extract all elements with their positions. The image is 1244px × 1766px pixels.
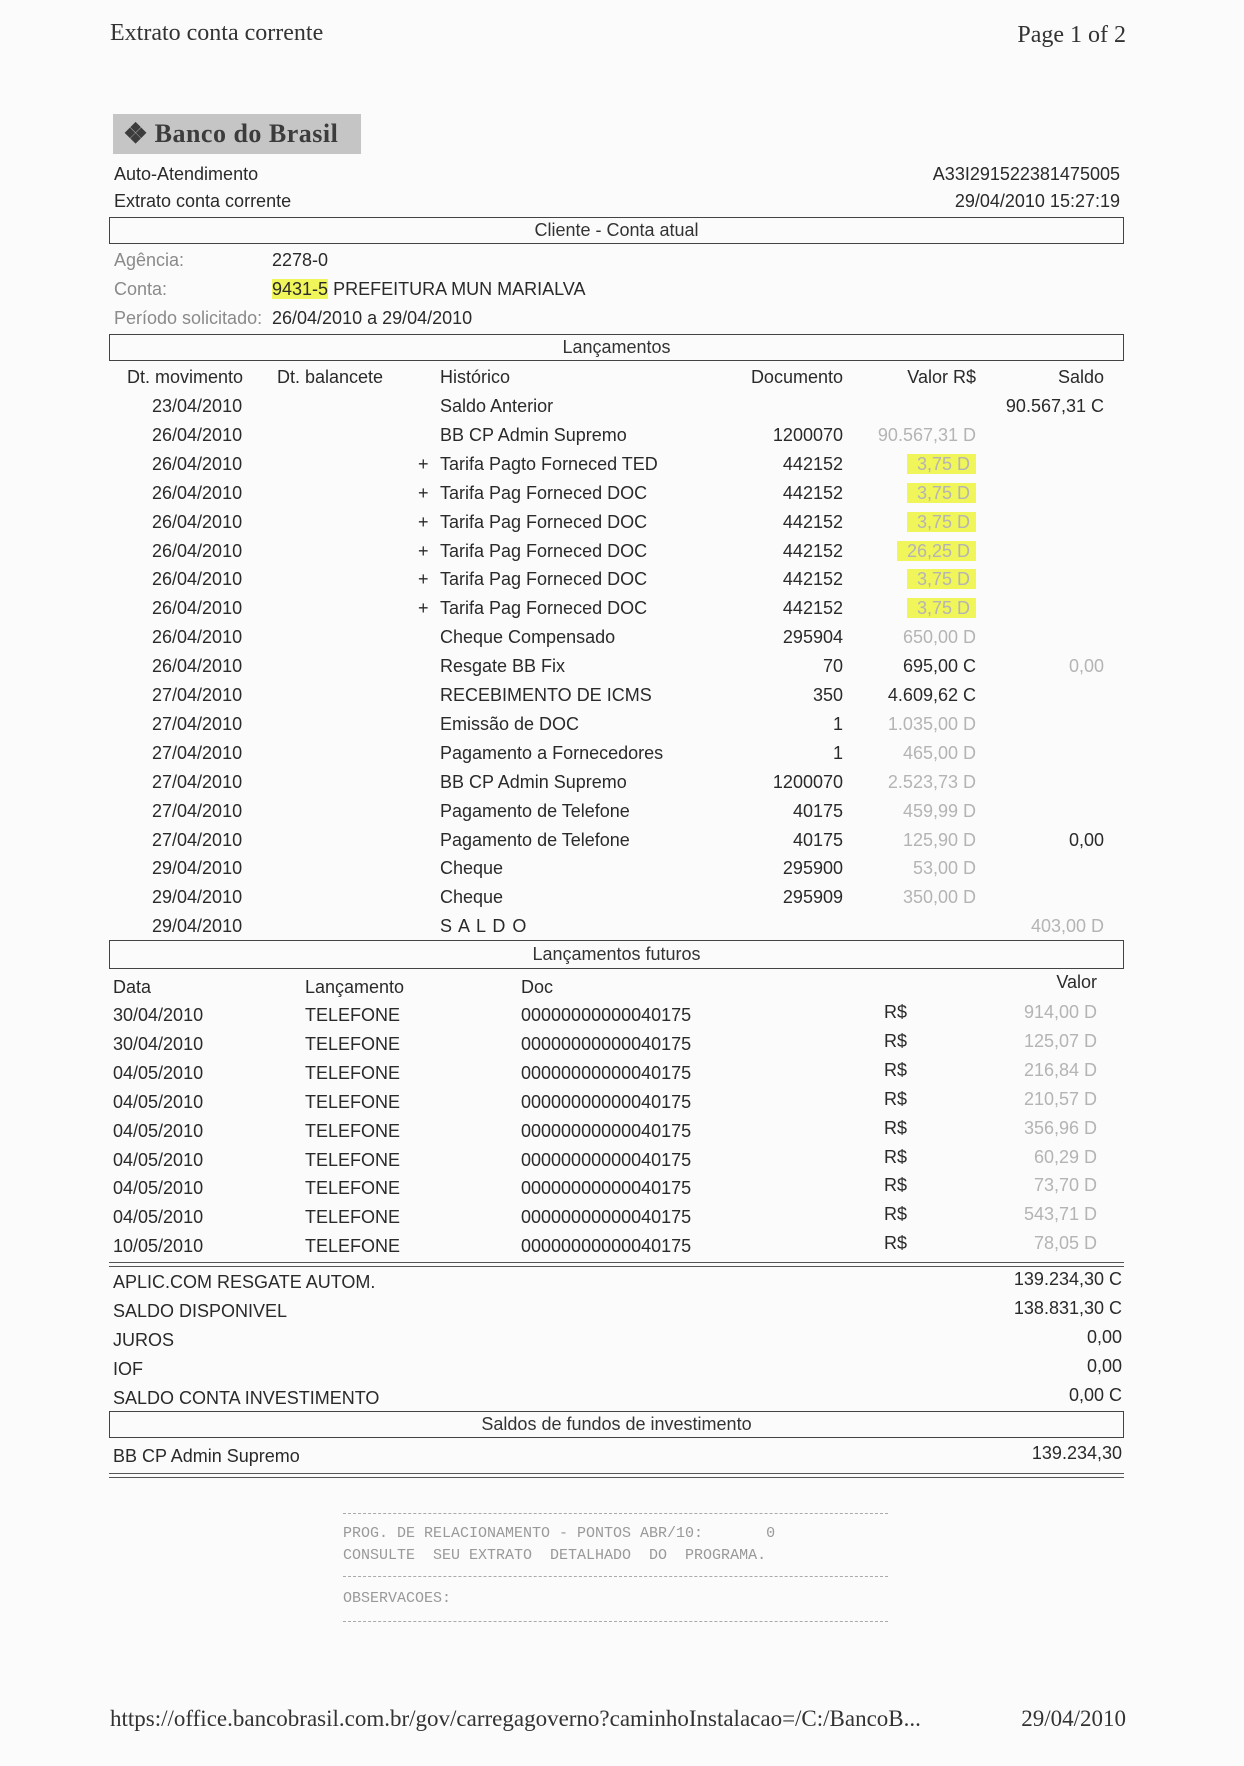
futuro-row	[0, 1030, 1244, 1062]
lancamento-row	[0, 569, 1244, 597]
row-dt-movimento: 26/04/2010	[152, 453, 243, 474]
futuro-lancamento: TELEFONE	[305, 1207, 401, 1228]
futuro-doc: 00000000000040175	[521, 1091, 692, 1112]
futuro-doc: 00000000000040175	[521, 1236, 692, 1257]
futuro-doc: 00000000000040175	[521, 1178, 692, 1199]
program-points-line: PROG. DE RELACIONAMENTO - PONTOS ABR/10: 0	[343, 1525, 776, 1542]
lancamento-row	[0, 396, 1244, 424]
row-dt-movimento: 27/04/2010	[152, 829, 243, 850]
futuro-data: 04/05/2010	[113, 1207, 204, 1228]
row-valor-text: 3,75 D	[907, 512, 976, 532]
lancamento-row	[0, 772, 1244, 800]
futuro-lancamento: TELEFONE	[305, 1149, 401, 1170]
row-valor	[840, 425, 976, 446]
row-historico: Tarifa Pag Forneced DOC	[440, 540, 648, 561]
row-historico: Pagamento de Telefone	[440, 800, 630, 821]
row-historico: Tarifa Pagto Forneced TED	[440, 453, 658, 474]
fundo-row	[0, 1443, 1244, 1474]
row-valor	[840, 454, 976, 475]
row-documento: 442152	[782, 569, 843, 590]
futuro-valor: 210,57 D	[1023, 1088, 1097, 1109]
futuro-row	[0, 1117, 1244, 1149]
row-valor	[840, 483, 976, 504]
row-historico: Tarifa Pag Forneced DOC	[440, 598, 648, 619]
futuros-title: Lançamentos futuros	[109, 940, 1124, 969]
print-footer-url: https://office.bancobrasil.com.br/gov/carregagoverno?caminhoInstalacao=/C:/BancoB...	[110, 1706, 921, 1731]
auth-code: A33I291522381475005	[932, 164, 1120, 184]
futuro-data: 04/05/2010	[113, 1062, 204, 1083]
conta-number: 9431-5	[272, 279, 329, 299]
row-dt-movimento: 29/04/2010	[152, 916, 243, 937]
futuro-data: 04/05/2010	[113, 1178, 204, 1199]
lancamento-row	[0, 454, 1244, 482]
row-historico: Tarifa Pag Forneced DOC	[440, 511, 648, 532]
futuro-moeda: R$	[884, 1204, 908, 1225]
lancamento-row	[0, 627, 1244, 655]
fundos-title: Saldos de fundos de investimento	[109, 1411, 1124, 1438]
row-valor-text: 26,25 D	[897, 541, 976, 561]
row-valor-text: 3,75 D	[907, 569, 976, 589]
row-valor-text: 3,75 D	[907, 598, 976, 618]
row-historico: Tarifa Pag Forneced DOC	[440, 482, 648, 503]
futuro-valor: 216,84 D	[1023, 1059, 1097, 1080]
row-saldo: 403,00 D	[1030, 916, 1104, 937]
row-valor	[840, 598, 976, 619]
lancamento-row	[0, 801, 1244, 829]
futuro-row	[0, 1088, 1244, 1120]
row-valor	[840, 627, 976, 648]
row-documento: 442152	[782, 540, 843, 561]
row-documento: 350	[812, 685, 843, 705]
periodo-label: Período solicitado:	[114, 308, 263, 328]
row-valor-text: 3,75 D	[907, 483, 976, 503]
row-dt-movimento: 26/04/2010	[152, 569, 243, 590]
conta-value	[272, 279, 585, 300]
futuro-data: 30/04/2010	[113, 1033, 204, 1054]
summary-value: 138.831,30 C	[1013, 1298, 1122, 1318]
row-valor-text: 4.609,62 C	[887, 685, 976, 705]
futuro-moeda: R$	[884, 1233, 908, 1254]
row-valor	[840, 656, 976, 677]
row-valor-text: 1.035,00 D	[887, 713, 976, 734]
futuro-row	[0, 1204, 1244, 1235]
col-valor: Valor R$	[907, 367, 976, 387]
col-dt-movimento: Dt. movimento	[127, 367, 244, 387]
summary-label: JUROS	[113, 1330, 175, 1350]
header-datetime: 29/04/2010 15:27:19	[954, 191, 1120, 211]
col-data: Data	[113, 977, 152, 997]
futuro-moeda: R$	[884, 1059, 908, 1080]
futuro-valor: 356,96 D	[1023, 1117, 1097, 1138]
row-dt-movimento: 27/04/2010	[152, 742, 243, 763]
summary-label: APLIC.COM RESGATE AUTOM.	[113, 1272, 376, 1292]
lancamento-row	[0, 887, 1244, 915]
row-plus-sign: +	[418, 453, 429, 474]
summary-label: IOF	[113, 1359, 143, 1379]
fundo-name: BB CP Admin Supremo	[113, 1446, 300, 1466]
summary-row	[0, 1269, 1244, 1300]
futuro-moeda: R$	[884, 1088, 908, 1109]
lancamentos-header-row	[0, 367, 1244, 395]
futuro-lancamento: TELEFONE	[305, 1091, 401, 1112]
row-documento: 442152	[782, 598, 843, 619]
row-dt-movimento: 27/04/2010	[152, 685, 243, 705]
futuro-doc: 00000000000040175	[521, 1207, 692, 1228]
row-dt-movimento: 29/04/2010	[152, 887, 243, 908]
futuro-lancamento: TELEFONE	[305, 1236, 401, 1257]
print-footer-date: 29/04/2010	[1021, 1706, 1126, 1731]
row-documento: 295904	[782, 627, 843, 648]
channel-label: Auto-Atendimento	[114, 164, 259, 184]
row-plus-sign: +	[418, 598, 429, 619]
conta-holder: PREFEITURA MUN MARIALVA	[333, 279, 586, 299]
summary-label: SALDO DISPONIVEL	[113, 1301, 288, 1321]
row-historico: RECEBIMENTO DE ICMS	[440, 685, 652, 705]
row-plus-sign: +	[418, 511, 429, 532]
futuro-row	[0, 1146, 1244, 1178]
row-historico: Cheque	[440, 887, 504, 908]
futuro-doc: 00000000000040175	[521, 1149, 692, 1170]
row-dt-movimento: 26/04/2010	[152, 656, 243, 677]
row-valor	[840, 685, 976, 706]
futuros-header-row	[0, 972, 1244, 1005]
summary-row	[0, 1298, 1244, 1329]
futuro-valor: 73,70 D	[1033, 1175, 1097, 1196]
row-historico: Cheque Compensado	[440, 627, 616, 648]
futuro-moeda: R$	[884, 1030, 908, 1051]
row-documento: 1200070	[772, 424, 843, 445]
futuro-valor: 914,00 D	[1023, 1002, 1097, 1022]
futuro-moeda: R$	[884, 1146, 908, 1167]
fundos-divider	[109, 1473, 1124, 1478]
row-saldo: 0,00	[1068, 656, 1104, 677]
row-dt-movimento: 26/04/2010	[152, 540, 243, 561]
col-dt-balancete: Dt. balancete	[277, 367, 384, 387]
row-historico: Pagamento a Fornecedores	[440, 742, 664, 763]
row-valor-text: 650,00 D	[902, 627, 976, 648]
row-dt-movimento: 26/04/2010	[152, 424, 243, 445]
row-dt-movimento: 26/04/2010	[152, 482, 243, 503]
row-saldo: 90.567,31 C	[1005, 396, 1104, 416]
futuro-valor: 78,05 D	[1033, 1233, 1097, 1254]
futuro-valor: 60,29 D	[1033, 1146, 1097, 1167]
observacoes-label: OBSERVACOES:	[343, 1590, 452, 1607]
doc-title: Extrato conta corrente	[114, 191, 292, 211]
row-historico: Cheque	[440, 858, 504, 879]
agencia-value: 2278-0	[272, 250, 329, 270]
print-header-title: Extrato conta corrente	[110, 20, 324, 46]
row-documento: 40175	[792, 829, 843, 850]
futuro-moeda: R$	[884, 1002, 908, 1022]
conta-label: Conta:	[114, 279, 168, 299]
summary-row	[0, 1327, 1244, 1358]
row-documento: 295900	[782, 858, 843, 879]
row-historico: Pagamento de Telefone	[440, 829, 630, 850]
futuro-row	[0, 1233, 1244, 1264]
bank-logo	[113, 114, 361, 154]
row-historico: Tarifa Pag Forneced DOC	[440, 569, 648, 590]
program-consult-line: CONSULTE SEU EXTRATO DETALHADO DO PROGRAMA.	[343, 1547, 767, 1564]
col-doc: Doc	[521, 977, 554, 997]
futuro-lancamento: TELEFONE	[305, 1033, 401, 1054]
col-documento: Documento	[750, 367, 843, 387]
notes-dash-mid	[343, 1576, 888, 1577]
lancamento-row	[0, 685, 1244, 713]
row-historico: Emissão de DOC	[440, 713, 580, 734]
row-valor	[840, 569, 976, 590]
col-lancamento: Lançamento	[305, 977, 405, 997]
row-documento: 1	[832, 742, 843, 763]
row-plus-sign: +	[418, 482, 429, 503]
row-dt-movimento: 26/04/2010	[152, 627, 243, 648]
row-valor	[840, 512, 976, 533]
print-header-page: Page 1 of 2	[1017, 22, 1126, 48]
row-dt-movimento: 29/04/2010	[152, 858, 243, 879]
row-dt-movimento: 27/04/2010	[152, 800, 243, 821]
futuro-valor: 543,71 D	[1023, 1204, 1097, 1225]
col-saldo: Saldo	[1057, 367, 1104, 387]
notes-dash-bottom	[343, 1621, 888, 1622]
lancamentos-title: Lançamentos	[109, 334, 1124, 361]
row-valor	[840, 541, 976, 562]
row-documento: 1200070	[772, 771, 843, 792]
futuro-row	[0, 1059, 1244, 1091]
fundo-value: 139.234,30	[1031, 1443, 1122, 1463]
futuro-data: 04/05/2010	[113, 1149, 204, 1170]
futuro-data: 04/05/2010	[113, 1120, 204, 1141]
row-valor	[840, 887, 976, 908]
lancamento-row	[0, 425, 1244, 453]
futuro-row	[0, 1002, 1244, 1033]
row-documento: 70	[822, 656, 843, 677]
futuro-lancamento: TELEFONE	[305, 1062, 401, 1083]
row-valor	[840, 830, 976, 851]
lancamento-row	[0, 598, 1244, 626]
summary-value: 0,00	[1086, 1356, 1122, 1376]
row-historico: Saldo Anterior	[440, 396, 554, 416]
futuro-moeda: R$	[884, 1117, 908, 1138]
lancamento-row	[0, 512, 1244, 540]
row-dt-movimento: 27/04/2010	[152, 771, 243, 792]
periodo-value: 26/04/2010 a 29/04/2010	[272, 308, 473, 328]
row-documento: 40175	[792, 800, 843, 821]
row-valor-text: 350,00 D	[902, 887, 976, 908]
col-historico: Histórico	[440, 367, 511, 387]
lancamento-row	[0, 743, 1244, 771]
row-historico: BB CP Admin Supremo	[440, 771, 627, 792]
summary-row	[0, 1356, 1244, 1387]
summary-value: 0,00	[1086, 1327, 1122, 1347]
row-documento: 442152	[782, 482, 843, 503]
row-dt-movimento: 26/04/2010	[152, 511, 243, 532]
row-valor	[840, 743, 976, 764]
row-valor	[840, 858, 976, 879]
row-valor-text: 90.567,31 D	[877, 424, 976, 445]
futuro-doc: 00000000000040175	[521, 1033, 692, 1054]
col-valor-futuro: Valor	[1056, 972, 1097, 992]
row-historico: Resgate BB Fix	[440, 656, 566, 677]
row-historico: BB CP Admin Supremo	[440, 424, 627, 445]
row-documento: 442152	[782, 511, 843, 532]
agencia-label: Agência:	[114, 250, 185, 270]
lancamento-row	[0, 858, 1244, 886]
row-documento: 442152	[782, 453, 843, 474]
futuro-doc: 00000000000040175	[521, 1120, 692, 1141]
summary-value: 0,00 C	[1068, 1385, 1122, 1405]
row-plus-sign: +	[418, 569, 429, 590]
futuro-data: 04/05/2010	[113, 1091, 204, 1112]
row-valor-text: 3,75 D	[907, 454, 976, 474]
row-valor-text: 459,99 D	[902, 800, 976, 821]
row-dt-movimento: 23/04/2010	[152, 396, 243, 416]
futuro-lancamento: TELEFONE	[305, 1005, 401, 1025]
summary-value: 139.234,30 C	[1013, 1269, 1122, 1289]
row-valor-text: 53,00 D	[912, 858, 976, 879]
summary-label: SALDO CONTA INVESTIMENTO	[113, 1388, 380, 1408]
bb-logo-icon: ❖	[123, 119, 149, 150]
row-documento: 295909	[782, 887, 843, 908]
row-valor	[840, 772, 976, 793]
lancamento-row	[0, 656, 1244, 684]
row-historico: S A L D O	[440, 916, 528, 937]
lancamento-row	[0, 830, 1244, 858]
row-valor-text: 2.523,73 D	[887, 771, 976, 792]
futuro-lancamento: TELEFONE	[305, 1120, 401, 1141]
row-plus-sign: +	[418, 540, 429, 561]
futuro-doc: 00000000000040175	[521, 1005, 692, 1025]
bank-name: Banco do Brasil	[154, 119, 339, 148]
row-dt-movimento: 27/04/2010	[152, 713, 243, 734]
futuro-moeda: R$	[884, 1175, 908, 1196]
row-valor-text: 465,00 D	[902, 742, 976, 763]
row-dt-movimento: 26/04/2010	[152, 598, 243, 619]
futuro-lancamento: TELEFONE	[305, 1178, 401, 1199]
row-valor	[840, 714, 976, 735]
futuro-data: 10/05/2010	[113, 1236, 204, 1257]
row-saldo: 0,00	[1068, 829, 1104, 850]
lancamento-row	[0, 483, 1244, 511]
lancamento-row	[0, 714, 1244, 742]
row-valor	[840, 801, 976, 822]
row-valor-text: 125,90 D	[902, 829, 976, 850]
client-section-title: Cliente - Conta atual	[109, 217, 1124, 244]
lancamento-row	[0, 541, 1244, 569]
notes-dash-top	[343, 1513, 888, 1514]
futuro-doc: 00000000000040175	[521, 1062, 692, 1083]
futuro-valor: 125,07 D	[1023, 1030, 1097, 1051]
futuro-data: 30/04/2010	[113, 1005, 204, 1025]
summary-divider	[109, 1262, 1124, 1267]
row-valor-text: 695,00 C	[902, 656, 976, 677]
futuro-row	[0, 1175, 1244, 1206]
row-documento: 1	[832, 713, 843, 734]
